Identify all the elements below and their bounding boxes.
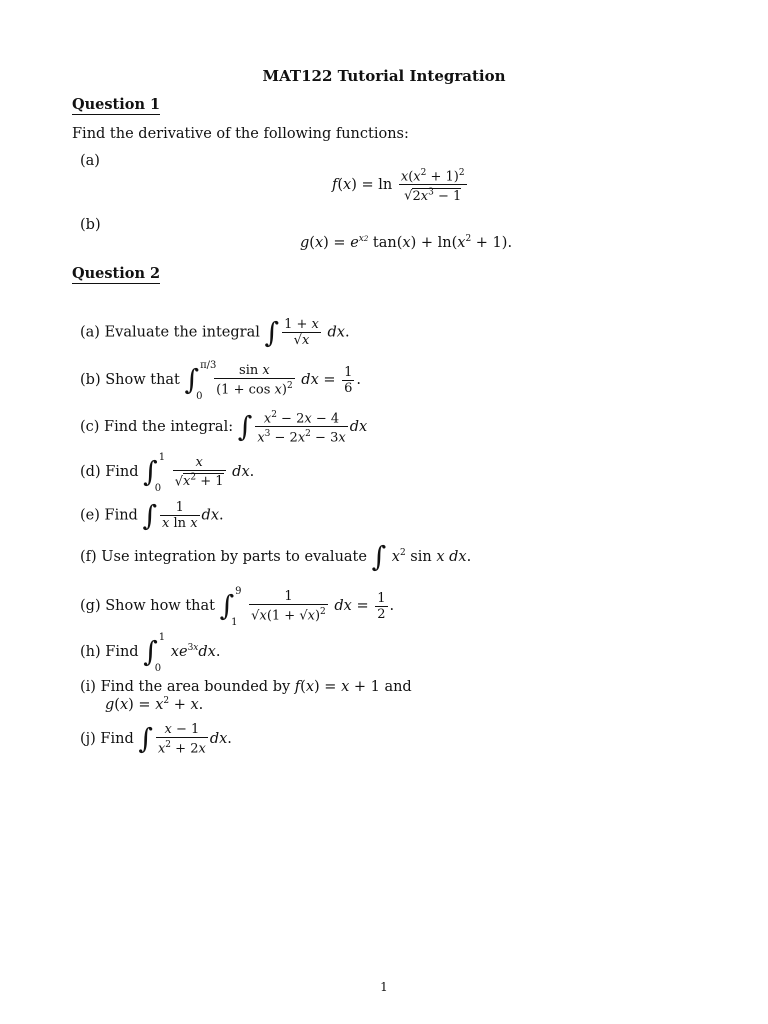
q2-h-label: (h) [80, 644, 101, 660]
q2-g-text: Show how that [105, 598, 215, 614]
q2-item-i: (i) Find the area bounded by f(x) = x + 1 and [80, 679, 412, 695]
q2-d-label: (d) [80, 464, 101, 480]
q2-item-h: (h) Find ∫ 1 0 $xe^{3x}dx$. [80, 632, 221, 674]
q2-item-b: (b) Show that ∫ π/3 0 $\frac{\text{sin x}}{(1 + \cos x)^2}$ dx = $\frac{1}{6}$ . [80, 360, 362, 402]
q1-b-equation: $g(x) = e^{x2}$ $\tan(x) + \ln(x^2 + 1)$. [300, 234, 513, 251]
q2-f-text: Use integration by parts to evaluate [101, 549, 367, 565]
q1-a-equation: f(x) = ln $\frac{x(x^2 + 1)^2}{√2x^3 - 1}$ [332, 168, 465, 204]
q2-f-label: (f) [80, 549, 97, 565]
question-1-heading: Question 1 [72, 96, 161, 113]
q2-i-label: (i) [80, 679, 96, 695]
q2-item-d: (d) Find ∫ 1 0 $\frac{x}{√x^2 + 1}$ dx. [80, 452, 255, 494]
q2-item-f: (f) Use integration by parts to evaluate ∫ $x^2$ sin x dx. [80, 540, 472, 573]
q2-j-label: (j) [80, 731, 96, 748]
q2-b-label: (b) [80, 372, 101, 388]
question-1-intro: Find the derivative of the following functions: [72, 126, 409, 142]
q2-item-i-cont: $g(x) = x^2 + x$. [105, 696, 204, 713]
q2-i-text: Find the area bounded by [100, 679, 291, 695]
q2-e-text: Find [104, 507, 138, 524]
page-title: MAT122 Tutorial Integration [262, 67, 506, 85]
q2-c-text: Find the integral: [104, 418, 234, 435]
q2-j-text: Find [100, 731, 134, 748]
q1-a-label: (a) [80, 153, 100, 169]
question-2-heading: Question 2 [72, 265, 161, 282]
page-number: 1 [380, 980, 388, 994]
q2-a-label: (a) [80, 324, 100, 341]
q2-item-e: (e) Find ∫ $\frac{1}{\text{x ln x}}$ dx. [80, 498, 224, 532]
q2-item-j: (j) Find ∫ $\frac{x - 1}{x^2 + 2x}$ dx. [80, 722, 232, 757]
q2-e-label: (e) [80, 507, 100, 524]
q2-g-label: (g) [80, 598, 101, 614]
q2-b-text: Show that [105, 372, 180, 388]
q2-item-c: (c) Find the integral: ∫ $\frac{x^2 - 2x - 4}{x^3 - 2x^2 - 3x}$ dx [80, 409, 368, 446]
q2-d-text: Find [105, 464, 139, 480]
q1-b-label: (b) [80, 217, 101, 233]
q2-item-g: (g) Show how that ∫ 9 1 $\frac{1}{√x(1 + √x)^2}$ dx = $\frac{1}{2}$ . [80, 586, 395, 628]
q2-h-text: Find [105, 644, 139, 660]
q2-a-text: Evaluate the integral [104, 324, 260, 341]
q2-item-a: (a) Evaluate the integral ∫ $\frac{1 + x}{√x}$ dx. [80, 315, 350, 349]
q2-c-label: (c) [80, 418, 100, 435]
